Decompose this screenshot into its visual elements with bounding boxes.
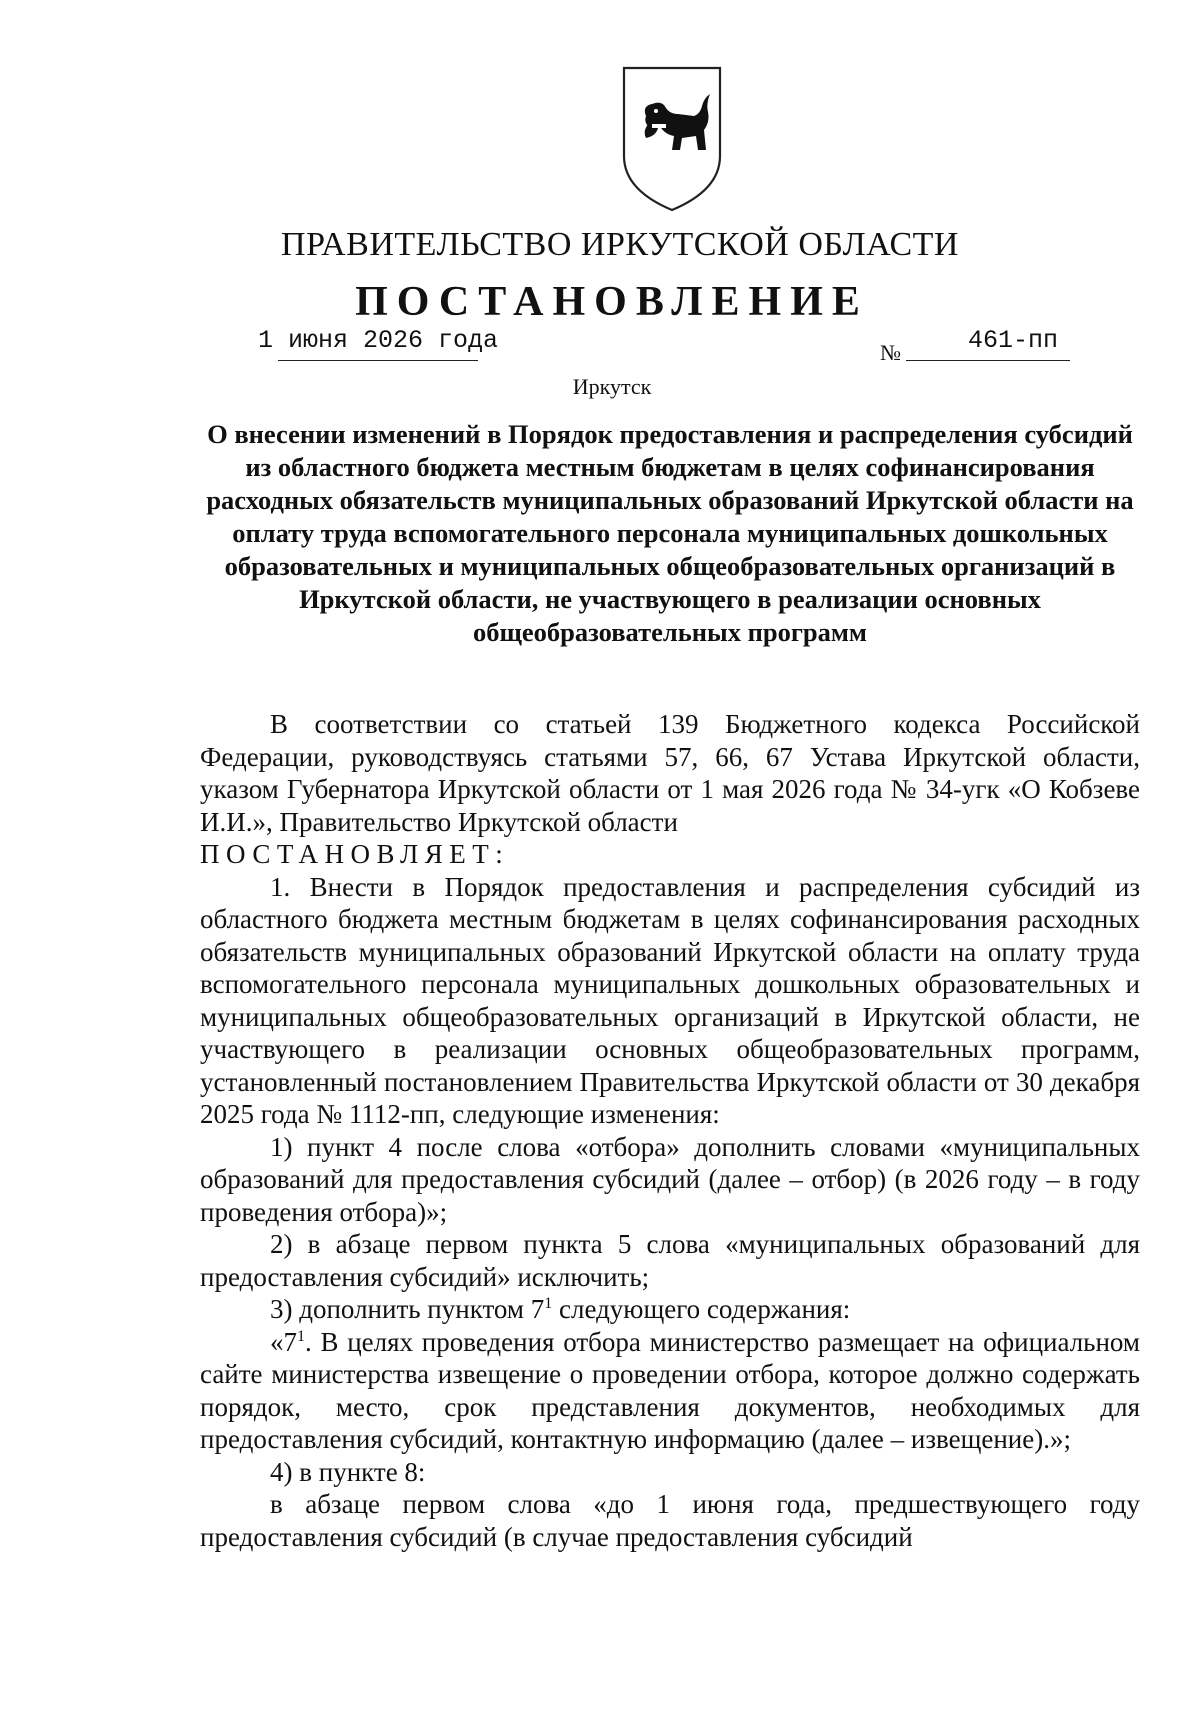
- subitem-3-text: 3) дополнить пунктом 7: [270, 1294, 545, 1324]
- paragraph-point-7-1: [200, 1326, 1140, 1456]
- subitem-3-text-end: следующего содержания:: [552, 1294, 851, 1324]
- document-number: 461-пп: [968, 326, 1059, 355]
- paragraph-subitem-2: 2) в абзаце первом пункта 5 слова «муниципальных образований для предоставления субсидий» исключить;: [200, 1229, 1140, 1292]
- resolves-heading: ПОСТАНОВЛЯЕТ:: [200, 839, 510, 869]
- government-title: ПРАВИТЕЛЬСТВО ИРКУТСКОЙ ОБЛАСТИ: [281, 226, 959, 263]
- document-body: [200, 708, 1140, 1553]
- paragraph-subitem-1: 1) пункт 4 после слова «отбора» дополнить словами «муниципальных образований для предоставления субсидий (далее – отбор) (в 2026 году – в году проведения отбора)»;: [200, 1131, 1140, 1227]
- number-sign: №: [880, 340, 901, 365]
- superscript: 1: [297, 1327, 305, 1345]
- paragraph-item-1: 1. Внести в Порядок предоставления и распределения субсидий из областного бюджета местным бюджетам в целях софинансирования расходных обязательств муниципальных образований Иркутской области на оплату труда вспомогательного персонала муниципальных дошкольных образовательных и муниципальных общеобразовательных организаций в Иркутской области, не участвующего в реализации основных общеобразовательных программ, установленный постановлением Правительства Иркутской области от 30 декабря 2025 года № 1112-пп, следующие изменения:: [200, 871, 1140, 1129]
- paragraph-point-8-text: в абзаце первом слова «до 1 июня года, предшествующего году предоставления субсидий (в случае предоставления субсидий: [200, 1489, 1140, 1552]
- number-underline: [906, 360, 1070, 361]
- coat-of-arms-icon: [616, 64, 728, 214]
- document-date: 1 июня 2026 года: [258, 326, 499, 355]
- date-underline: [278, 360, 478, 361]
- preamble-paragraph: В соответствии со статьей 139 Бюджетного кодекса Российской Федерации, руководствуясь статьями 57, 66, 67 Устава Иркутской области, указом Губернатора Иркутской области от 1 мая 2026 года № 34-угк «О Кобзеве И.И.», Правительство Иркутской области: [200, 709, 1140, 837]
- paragraph-subitem-3: [200, 1293, 1140, 1326]
- paragraph-subitem-4: 4) в пункте 8:: [270, 1456, 426, 1487]
- document-subject: О внесении изменений в Порядок предоставления и распределения субсидий из областного бюджета местным бюджетам в целях софинансирования расходных обязательств муниципальных образований Иркутской области на оплату труда вспомогательного персонала муниципальных дошкольных образовательных и муниципальных общеобразовательных организаций в Иркутской области, не участвующего в реализации основных общеобразовательных программ: [206, 419, 1134, 647]
- city: Иркутск: [572, 374, 652, 399]
- superscript: 1: [544, 1295, 553, 1312]
- document-type-title: ПОСТАНОВЛЕНИЕ: [355, 279, 869, 325]
- point-7-1-text: . В целях проведения отбора министерство размещает на официальном сайте министерства извещение о проведении отбора, которое должно содержать порядок, место, срок представления документов, необходимых для предоставления субсидий, контактную информацию (далее – извещение).»;: [200, 1326, 1140, 1454]
- point-7-1-start: «7: [270, 1326, 297, 1357]
